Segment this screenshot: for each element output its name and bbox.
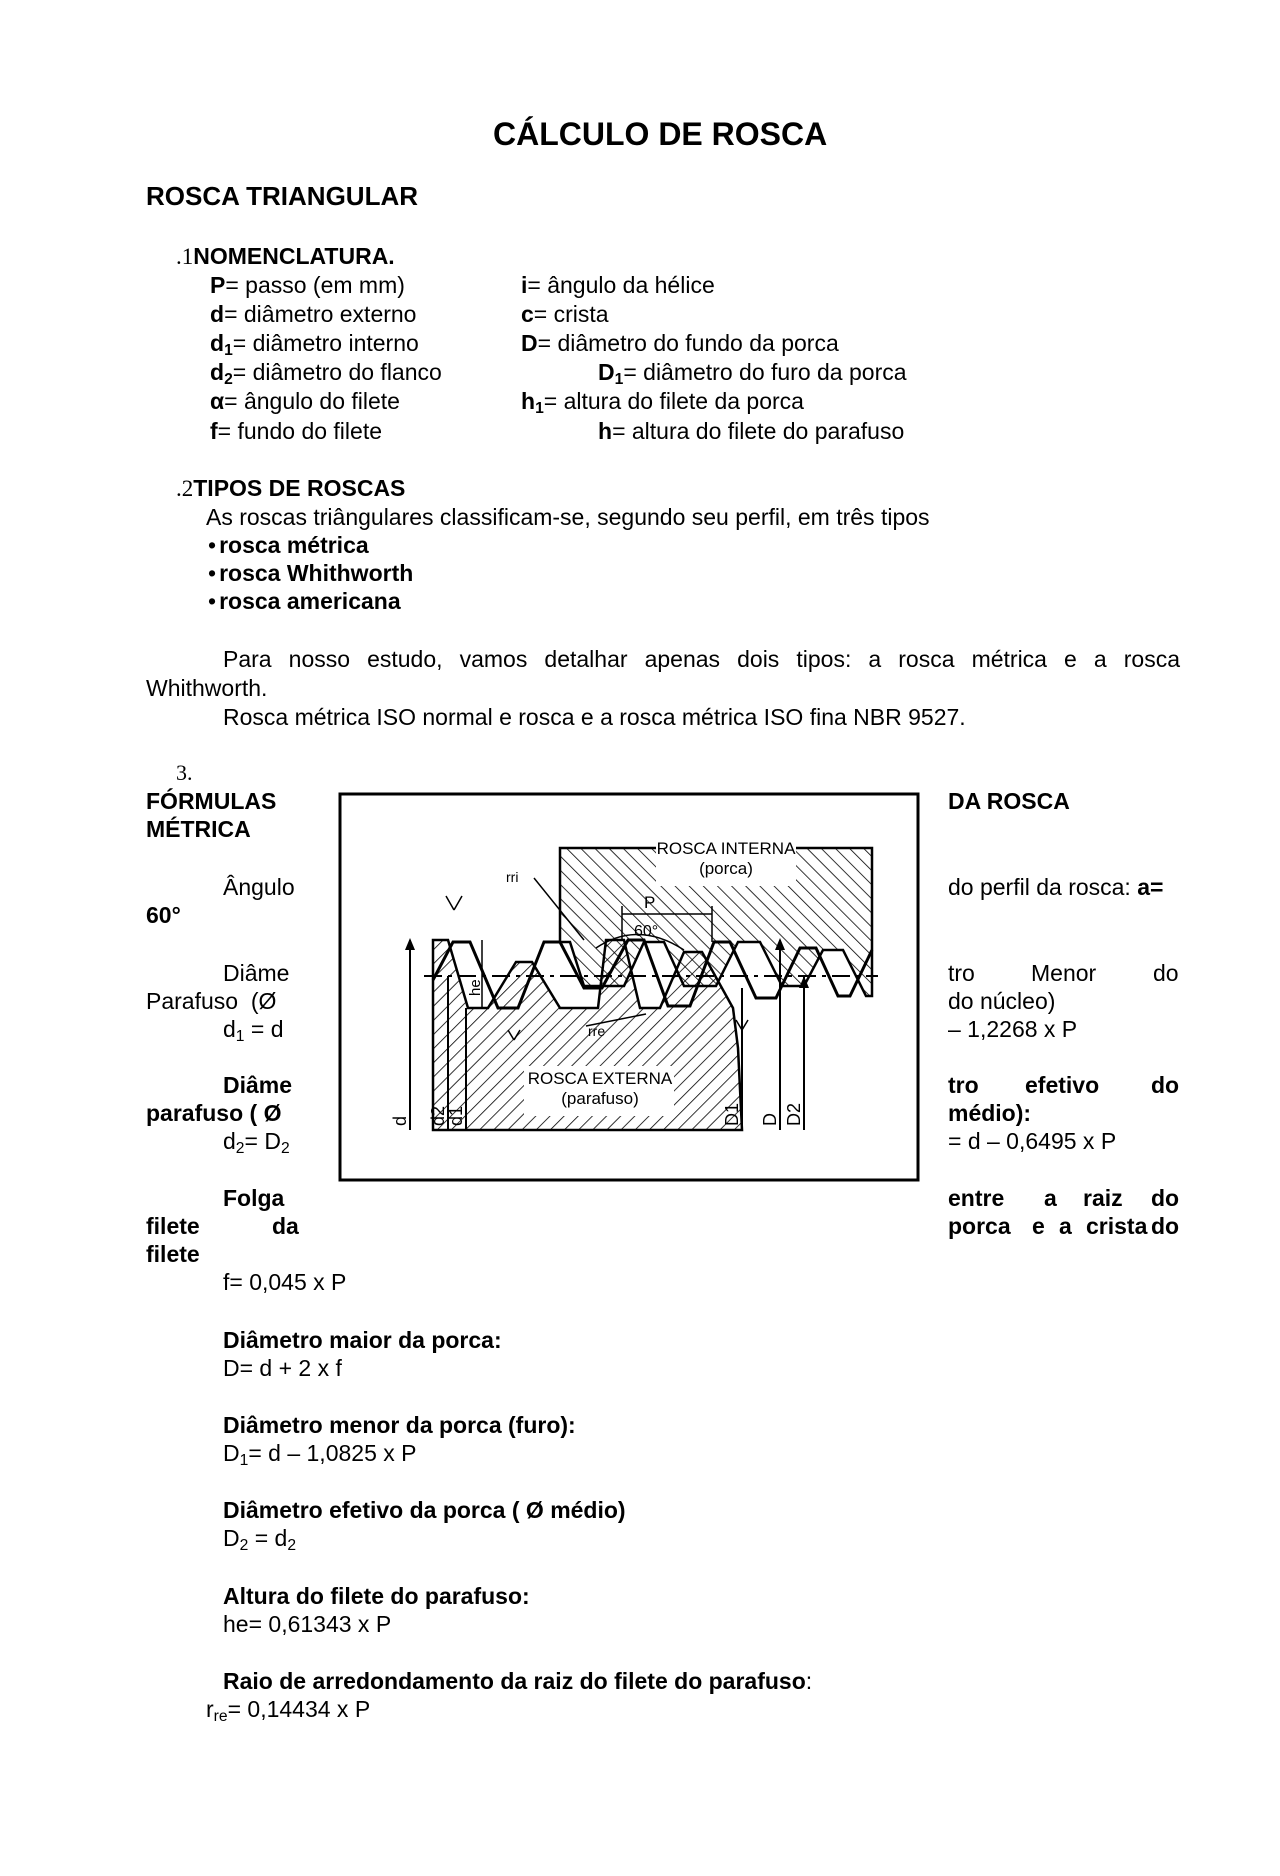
clear-right-2b: e: [1032, 1213, 1045, 1239]
types-item-whitworth: • rosca Whithworth: [208, 560, 413, 588]
clear-left-2a: filete: [146, 1213, 200, 1239]
minor-right-1c: do: [1153, 960, 1179, 986]
dim-arrow-d: [405, 938, 415, 950]
clear-right-2e: do: [1151, 1213, 1180, 1239]
clear-left-3: filete: [146, 1241, 200, 1267]
nomenclature-left-1: d= diâmetro externo: [210, 301, 417, 327]
clear-right-1b: a: [1044, 1185, 1057, 1211]
height-title: Altura do filete do parafuso:: [223, 1583, 530, 1609]
types-item-american: • rosca americana: [208, 588, 401, 616]
types-item-metric: • rosca métrica: [208, 532, 369, 560]
angle-left: Ângulo: [223, 874, 295, 900]
eff-left-2: parafuso ( Ø: [146, 1100, 282, 1126]
formulas-heading-right: DA ROSCA: [948, 788, 1070, 814]
clear-left-1: Folga: [223, 1185, 285, 1211]
clear-right-2a: porca: [948, 1213, 1011, 1239]
radius-title: Raio de arredondamento da raiz do filete do parafuso:: [223, 1668, 813, 1694]
nomenclature-heading: [176, 243, 395, 271]
angle-right: do perfil da rosca: a=: [948, 874, 1164, 900]
label-internal-1: ROSCA INTERNA: [656, 839, 796, 858]
eff-right-2: médio):: [948, 1100, 1032, 1126]
thread-profile-diagram: [338, 790, 924, 1188]
nomenclature-heading-text: NOMENCLATURA.: [193, 243, 395, 269]
minor-left-1: Diâme: [223, 960, 290, 986]
types-number: .2: [176, 476, 194, 501]
label-d: d: [390, 1115, 410, 1126]
section-title: ROSCA TRIANGULAR: [146, 181, 419, 211]
types-paragraph-2: Rosca métrica ISO normal e rosca e a rosca métrica ISO fina NBR 9527.: [223, 704, 966, 730]
minor-nut-formula: $D_1= d - 1,0825$ x P: [223, 1440, 417, 1469]
formulas-heading-left-1: FÓRMULAS: [146, 788, 277, 814]
eff-formula-left: $d_2= D_2$: [223, 1128, 290, 1157]
minor-right-1a: tro: [948, 960, 975, 986]
clear-left-2b: da: [272, 1213, 299, 1239]
clear-right-1d: do: [1151, 1185, 1180, 1211]
angle-value: 60°: [146, 902, 181, 928]
major-nut-title: Diâmetro maior da porca:: [223, 1327, 502, 1353]
types-heading: [176, 475, 405, 503]
label-D1: D1: [722, 1102, 742, 1126]
nomenclature-right-5: h= altura do filete do parafuso: [598, 418, 905, 444]
minor-nut-title: Diâmetro menor da porca (furo):: [223, 1412, 576, 1438]
types-paragraph-line1: Para nosso estudo, vamos detalhar apenas dois tipos: a rosca métrica e a rosca: [223, 646, 1180, 672]
eff-right-1c: do: [1151, 1072, 1180, 1098]
minor-formula-right: – 1,2268 x P: [948, 1016, 1078, 1042]
label-rri: rri: [506, 869, 519, 885]
minor-formula-left: $d_1 = d$: [223, 1016, 284, 1045]
eff-nut-title: Diâmetro efetivo da porca ( Ø médio): [223, 1497, 626, 1523]
nomenclature-left-4: α= ângulo do filete: [210, 388, 400, 414]
label-angle: 60°: [634, 923, 659, 940]
eff-formula-right: = d – 0,6495 x P: [948, 1128, 1117, 1154]
nomenclature-right-3: $D_1=$ diâmetro do furo da porca: [598, 359, 907, 388]
label-d1: d1: [446, 1105, 466, 1126]
nomenclature-left-5: f= fundo do filete: [210, 418, 382, 444]
formulas-number: 3.: [176, 760, 193, 785]
minor-left-2: Parafuso (Ø: [146, 988, 277, 1014]
eff-right-1a: tro: [948, 1072, 979, 1098]
nomenclature-number: .1: [176, 244, 194, 269]
nomenclature-left-0: P= passo (em mm): [210, 272, 405, 298]
nomenclature-right-1: c= crista: [521, 301, 609, 327]
label-d2: d2: [428, 1105, 448, 1126]
label-external-2: (parafuso): [561, 1089, 639, 1108]
nomenclature-right-0: i= ângulo da hélice: [521, 272, 715, 298]
types-paragraph-line2: Whithworth.: [146, 675, 268, 701]
nomenclature-right-4: $h_1=$ altura do filete da porca: [521, 388, 804, 417]
types-intro: As roscas triângulares classificam-se, segundo seu perfil, em três tipos: [206, 504, 930, 530]
nomenclature-left-2: $d_1=$ diâmetro interno: [210, 330, 419, 359]
label-pitch: P: [644, 893, 656, 912]
clear-right-1c: raiz: [1083, 1185, 1123, 1211]
types-heading-text: TIPOS DE ROSCAS: [193, 475, 406, 501]
eff-nut-formula: $D_2 = d_2$: [223, 1525, 297, 1554]
label-external-1: ROSCA EXTERNA: [527, 1069, 673, 1088]
nomenclature-right-2: D= diâmetro do fundo da porca: [521, 330, 839, 356]
height-formula: he= 0,61343 x P: [223, 1611, 392, 1637]
clear-right-2d: crista: [1086, 1213, 1148, 1239]
minor-right-2: do núcleo): [948, 988, 1056, 1014]
clear-right-2c: a: [1059, 1213, 1072, 1239]
formulas-heading-left-2: MÉTRICA: [146, 816, 251, 842]
radius-formula: $r_{re}= 0,14434$ x P: [206, 1696, 371, 1725]
label-rre: rre: [588, 1023, 606, 1039]
label-D: D: [760, 1113, 780, 1126]
nomenclature-left-3: $d_2=$ diâmetro do flanco: [210, 359, 442, 388]
clear-right-1a: entre: [948, 1185, 1005, 1211]
label-internal-2: (porca): [699, 859, 753, 878]
major-nut-formula: D= d + 2 x f: [223, 1355, 342, 1381]
eff-right-1b: efetivo: [1025, 1072, 1100, 1098]
eff-left-1: Diâme: [223, 1072, 293, 1098]
page-title: CÁLCULO DE ROSCA: [493, 116, 828, 152]
label-he: he: [467, 979, 484, 996]
clear-formula: f= 0,045 x P: [223, 1269, 347, 1295]
minor-right-1b: Menor: [1031, 960, 1097, 986]
label-D2: D2: [784, 1102, 804, 1126]
